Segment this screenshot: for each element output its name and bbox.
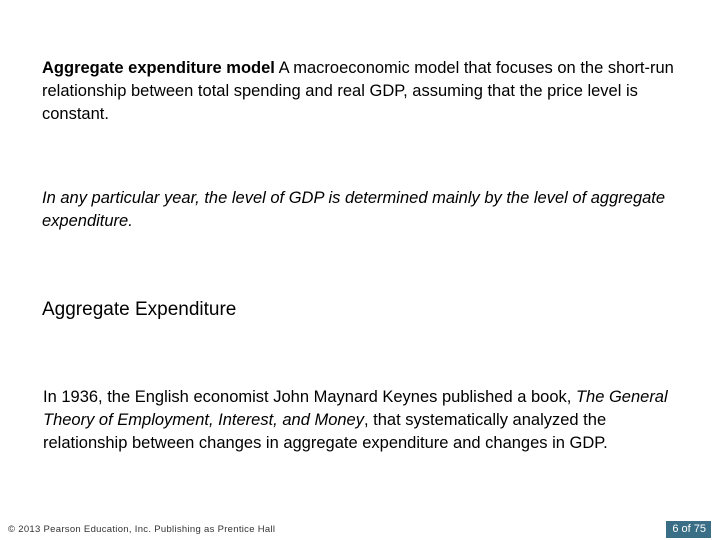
history-text-end: , that systematically analyzed the relationship between changes in aggregate expenditure and changes in GDP.	[43, 411, 608, 452]
history-paragraph	[43, 386, 683, 455]
intro-statement: In any particular year, the level of GDP is determined mainly by the level of aggregate expenditure.	[42, 189, 666, 230]
history-text-start: In 1936, the English economist John Maynard Keynes published a book,	[43, 388, 576, 406]
book-title: The General Theory of Employment, Interest, and Money	[43, 388, 668, 429]
definition-text: A macroeconomic model that focuses on the short-run relationship between total spending and real GDP, assuming that the price level is constant.	[42, 59, 674, 123]
section-heading: Aggregate Expenditure	[42, 299, 237, 320]
page-of: of	[681, 523, 691, 535]
definition-paragraph	[42, 57, 682, 126]
footer-copyright: © 2013 Pearson Education, Inc. Publishing as Prentice Hall	[8, 524, 276, 535]
page-total: 75	[693, 523, 706, 535]
page-number-badge	[666, 521, 711, 538]
definition-term: Aggregate expenditure model	[42, 59, 275, 77]
page-current: 6	[672, 523, 679, 535]
